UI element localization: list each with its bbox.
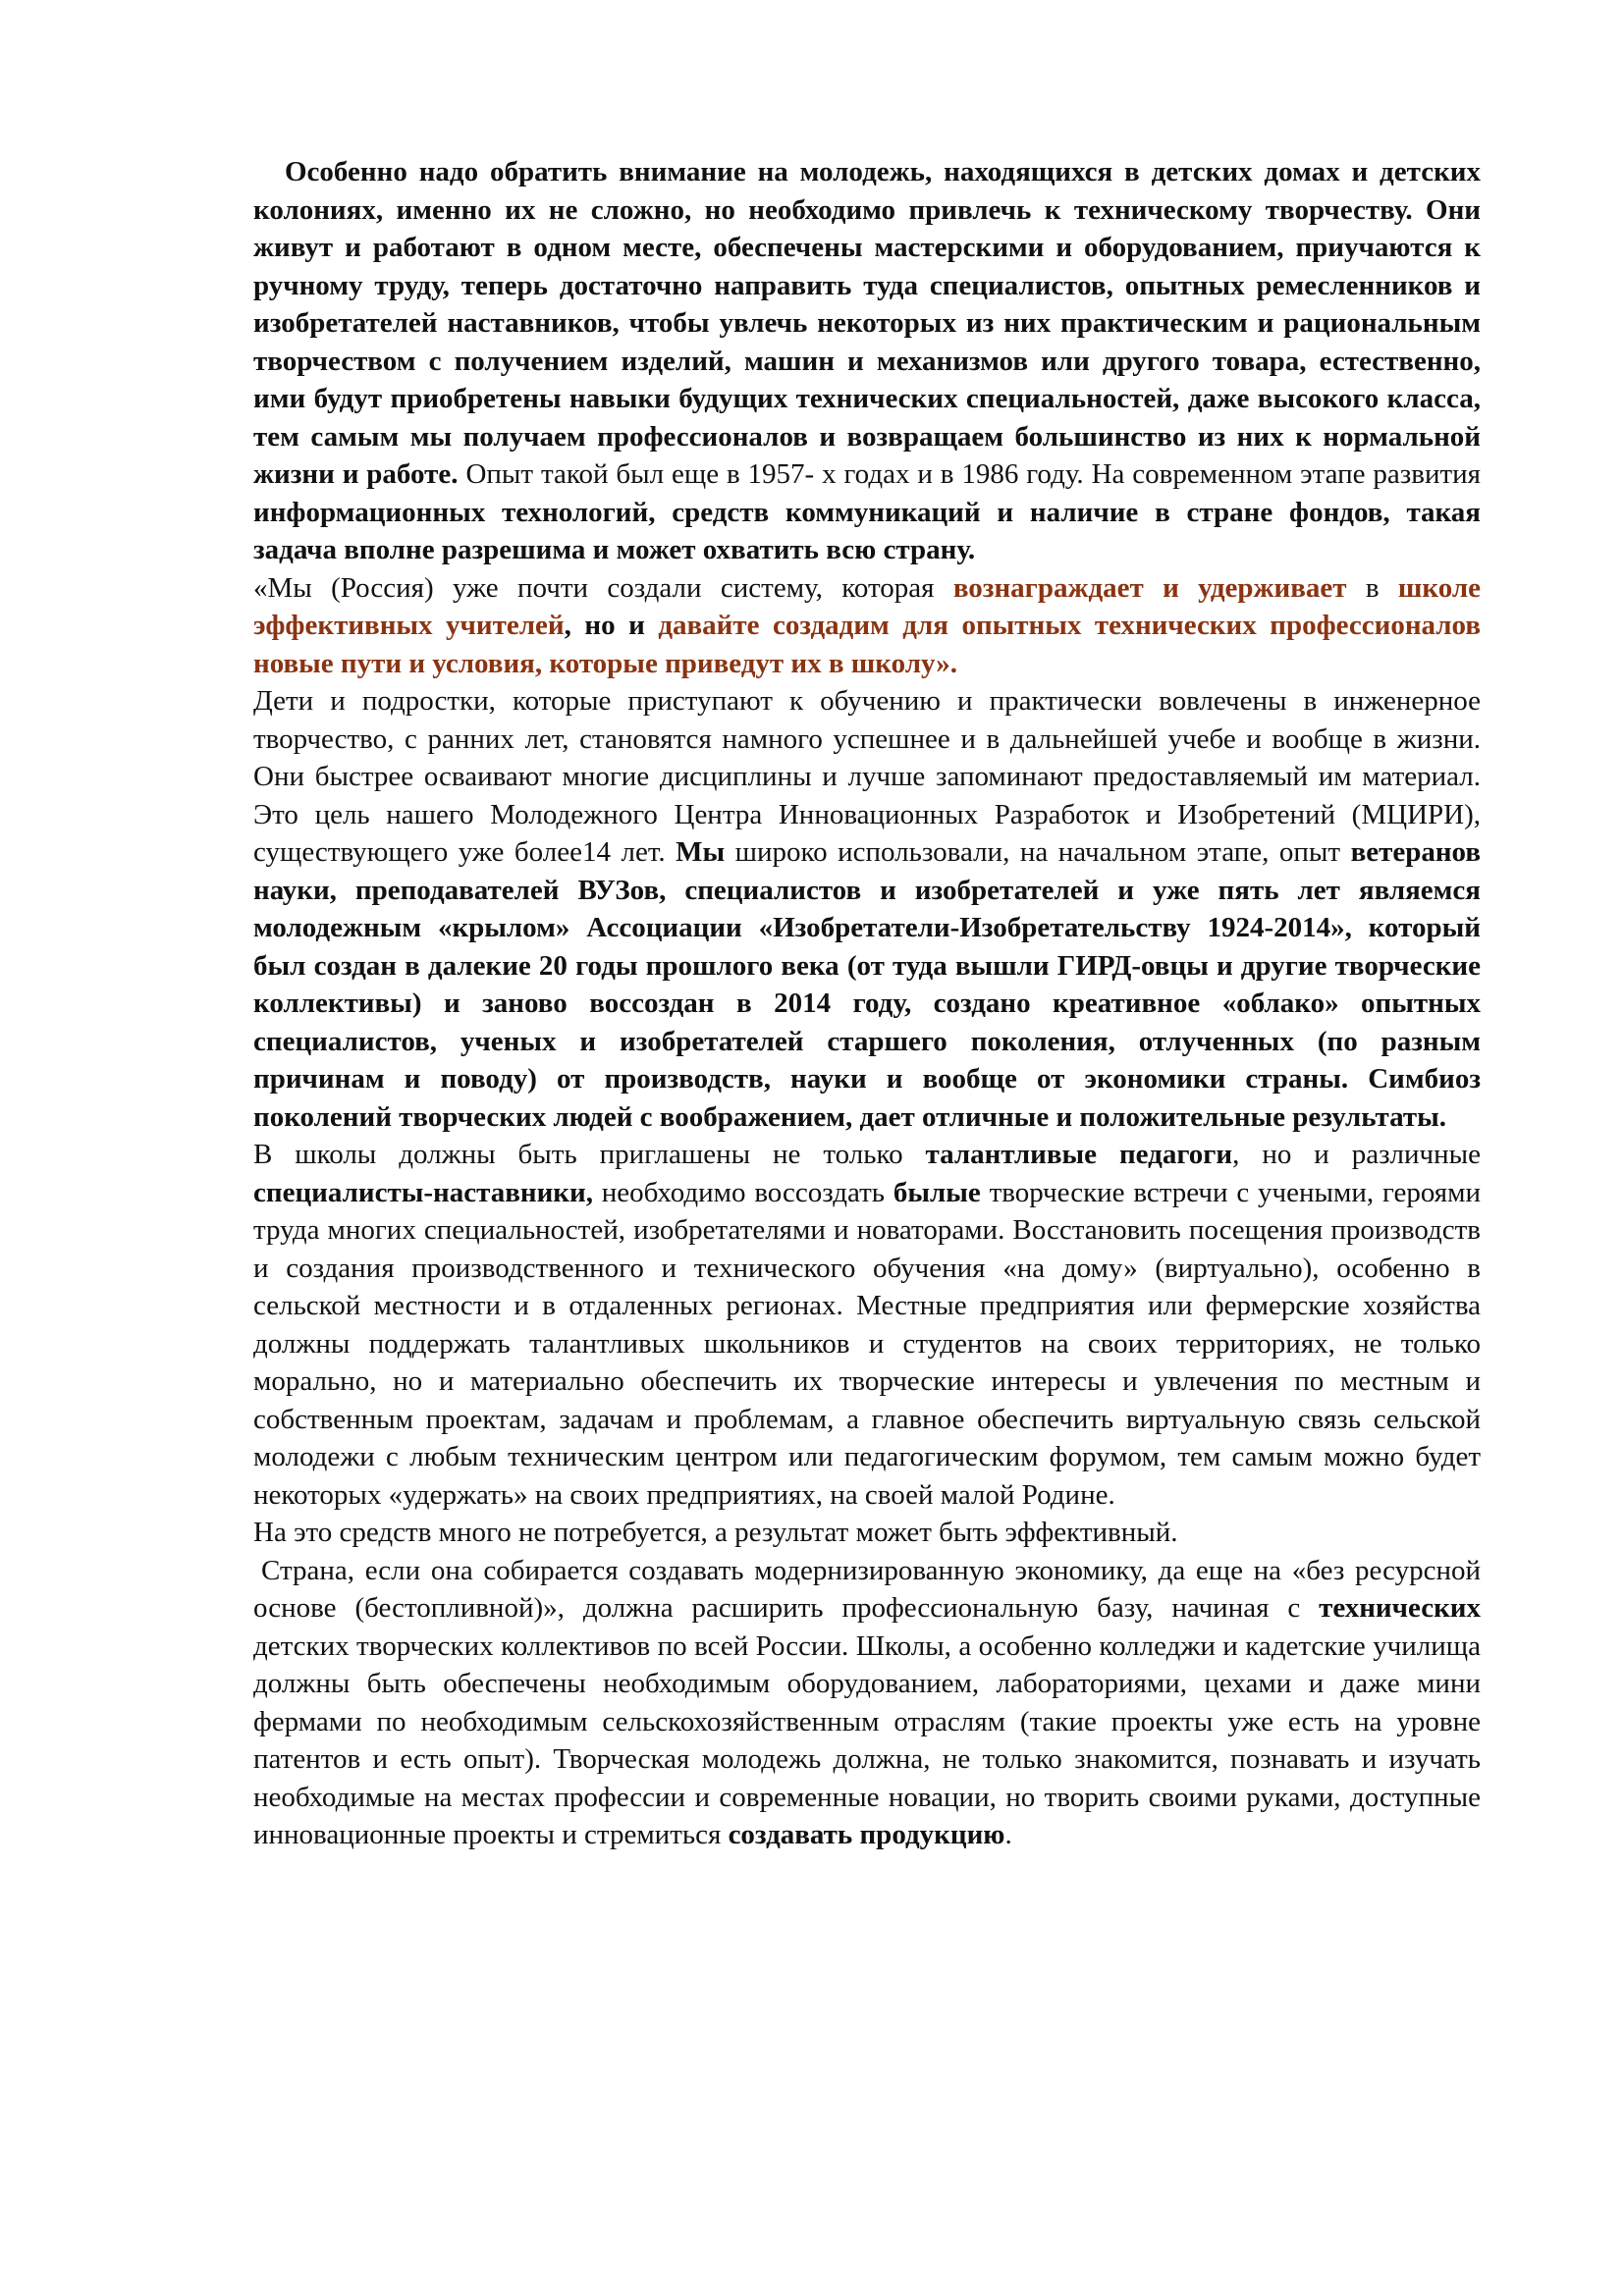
bold-text: специалисты-наставники, <box>253 1176 593 1208</box>
bold-text: ветеранов науки, преподавателей ВУЗов, специалистов и изобретателей и уже пять лет являемся молодежным «крылом» Ассоциации «Изобретатели-Изобретательству 1924-2014», который был создан в далекие 20 годы прошлого века (от туда вышли ГИРД-овцы и другие творческие коллективы) и заново воссоздан в 2014 году, создано креативное «облако» опытных специалистов, ученых и изобретателей старшего поколения, отлученных (по разным причинам и поводу) от производств, науки и вообще от экономики страны. Симбиоз поколений творческих людей с воображением, дает отличные и положительные результаты. <box>253 836 1481 1133</box>
plain-text: широко использовали, на начальном этапе, опыт <box>725 836 1351 868</box>
accent-text: вознаграждает и удерживает <box>952 571 1347 604</box>
plain-text: «Мы (Россия) уже почти создали систему, которая <box>253 571 953 604</box>
plain-text: , но и различные <box>1232 1139 1482 1170</box>
bold-text: , но и <box>564 610 659 641</box>
paragraph-5 <box>253 1514 1481 1552</box>
bold-text: Мы <box>676 836 726 868</box>
bold-text: Особенно надо обратить внимание на молодежь, находящихся в детских домах и детских колониях, именно их не сложно, но необходимо привлечь к техническому творчеству. Они живут и работают в одном месте, обеспечены мастерскими и оборудованием, приучаются к ручному труду, теперь достаточно направить туда специалистов, опытных ремесленников и изобретателей наставников, чтобы увлечь некоторых из них практическим и рациональным творчеством с получением изделий, машин и механизмов или другого товара, естественно, ими будут приобретены навыки будущих технических специальностей, даже высокого класса, тем самым мы получаем профессионалов и возвращаем большинство из них к нормальной жизни и работе. <box>253 156 1481 490</box>
paragraph-2-quote <box>253 569 1481 683</box>
accent-text: давайте создадим для опытных технических профессионалов новые пути и условия, которые приведут их в школу». <box>253 610 1481 679</box>
bold-text: информационных технологий, средств коммуникаций и наличие в стране фондов, такая задача вполне разрешима и может охватить всю страну. <box>253 496 1481 565</box>
paragraph-1 <box>253 153 1481 569</box>
paragraph-4 <box>253 1136 1481 1514</box>
bold-text: технических <box>1319 1592 1481 1624</box>
bold-text: былые <box>893 1176 981 1208</box>
paragraph-6 <box>253 1552 1481 1854</box>
plain-text: В школы должны быть приглашены не только <box>253 1139 926 1170</box>
paragraph-3 <box>253 682 1481 1136</box>
document-body <box>253 153 1481 1854</box>
plain-text: творческие встречи с учеными, героями труда многих специальностей, изобретателями и новаторами. Восстановить посещения производств и создания производственного и технического обучения «на дому» (виртуально), особенно в сельской местности и в отдаленных регионах. Местные предприятия или фермерские хозяйства должны поддержать талантливых школьников и студентов на своих территориях, не только морально, но и материально обеспечить их творческие интересы и увлечения по местным и собственным проектам, задачам и проблемам, а главное обеспечить виртуальную связь сельской молодежи с любым техническим центром или педагогическим форумом, тем самым можно будет некоторых «удержать» на своих предприятиях, на своей малой Родине. <box>253 1176 1481 1511</box>
bold-text: создавать продукцию <box>728 1819 1005 1850</box>
plain-text: детских творческих коллективов по всей России. Школы, а особенно колледжи и кадетские училища должны быть обеспечены необходимым оборудованием, лабораториями, цехами и даже мини фермами по необходимым сельскохозяйственным отраслям (такие проекты уже есть на уровне патентов и есть опыт). Творческая молодежь должна, не только знакомится, познавать и изучать необходимые на местах профессии и современные новации, но творить своими руками, доступные инновационные проекты и стремиться <box>253 1629 1481 1850</box>
bold-text: талантливые педагоги <box>925 1139 1233 1170</box>
plain-text: в <box>1346 571 1398 604</box>
plain-text: Дети и подростки, которые приступают к обучению и практически вовлечены в инженерное творчество, с ранних лет, становятся намного успешнее и в дальнейшей учебе и вообще в жизни. Они быстрее осваивают многие дисциплины и лучше запоминают предоставляемый им материал. Это цель нашего Молодежного Центра Инновационных Разработок и Изобретений (МЦИРИ), существующего уже более14 лет. <box>253 685 1481 868</box>
accent-text: школе эффективных учителей <box>253 571 1481 641</box>
plain-text: Опыт такой был еще в 1957- х годах и в 1986 году. На современном этапе развития <box>458 458 1481 490</box>
plain-text: Страна, если она собирается создавать модернизированную экономику, да еще на «без ресурсной основе (бестопливной)», должна расширить профессиональную базу, начиная с <box>253 1554 1481 1624</box>
plain-text: необходимо воссоздать <box>592 1176 893 1208</box>
plain-text: На это средств много не потребуется, а результат может быть эффективный. <box>253 1517 1178 1548</box>
plain-text: . <box>1004 1819 1012 1850</box>
